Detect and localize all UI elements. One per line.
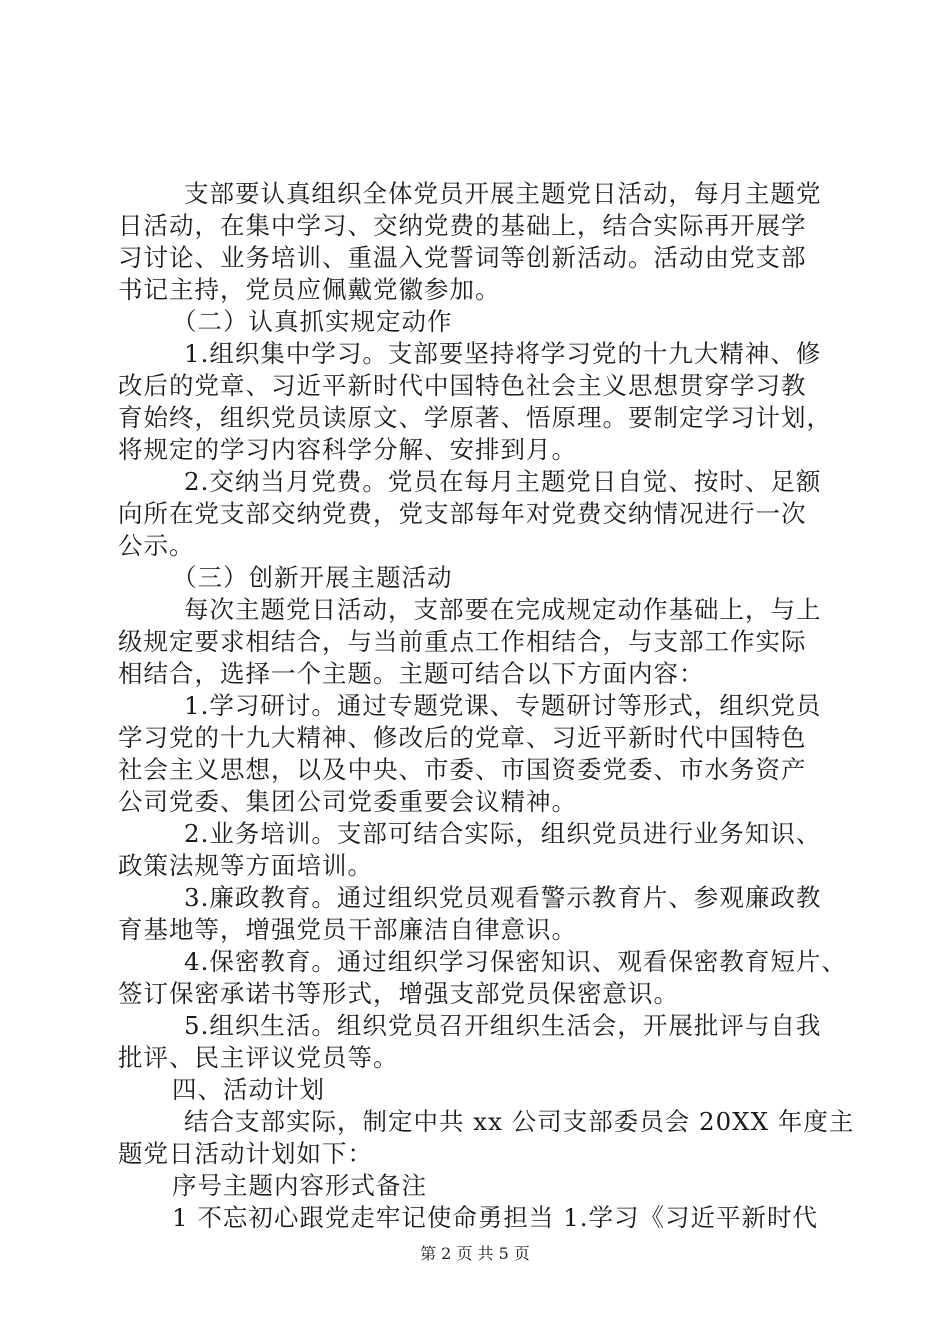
table-header-line: 序号主题内容形式备注 [172,1171,427,1200]
paragraph-line: 育始终，组织党员读原文、学原著、悟原理。要制定学习计划， [118,403,832,432]
paragraph-line: 2.业务培训。支部可结合实际，组织党员进行业务知识、 [184,819,822,848]
paragraph-line: 改后的党章、习近平新时代中国特色社会主义思想贯穿学习教 [118,371,807,400]
paragraph-line: 政策法规等方面培训。 [118,851,373,880]
paragraph-line: 题党日活动计划如下： [118,1139,373,1168]
paragraph-line: 结合支部实际，制定中共 xx 公司支部委员会 20XX 年度主 [184,1107,855,1136]
table-row-line: 1 不忘初心跟党走牢记使命勇担当 1.学习《习近平新时代 [172,1203,819,1232]
paragraph-line: 学习党的十九大精神、修改后的党章、习近平新时代中国特色 [118,723,807,752]
paragraph-line: 向所在党支部交纳党费，党支部每年对党费交纳情况进行一次 [118,499,807,528]
paragraph-line: 习讨论、业务培训、重温入党誓词等创新活动。活动由党支部 [118,243,807,272]
paragraph-line: 公司党委、集团公司党委重要会议精神。 [118,787,577,816]
section-heading: （三）创新开展主题活动 [172,563,453,592]
paragraph-line: 级规定要求相结合，与当前重点工作相结合，与支部工作实际 [118,627,807,656]
paragraph-line: 每次主题党日活动，支部要在完成规定动作基础上，与上 [184,595,822,624]
paragraph-line: 相结合，选择一个主题。主题可结合以下方面内容： [118,659,705,688]
paragraph-line: 3.廉政教育。通过组织党员观看警示教育片、参观廉政教 [184,883,822,912]
paragraph-line: 支部要认真组织全体党员开展主题党日活动，每月主题党 [184,179,822,208]
paragraph-line: 日活动，在集中学习、交纳党费的基础上，结合实际再开展学 [118,211,807,240]
paragraph-line: 5.组织生活。组织党员召开组织生活会，开展批评与自我 [184,1011,822,1040]
paragraph-line: 批评、民主评议党员等。 [118,1043,399,1072]
paragraph-line: 公示。 [118,531,195,560]
paragraph-line: 育基地等，增强党员干部廉洁自律意识。 [118,915,577,944]
page-footer: 第 2 页 共 5 页 [420,1244,530,1263]
paragraph-line: 1.学习研讨。通过专题党课、专题研讨等形式，组织党员 [184,691,822,720]
paragraph-line: 1.组织集中学习。支部要坚持将学习党的十九大精神、修 [184,339,822,368]
section-heading: （二）认真抓实规定动作 [172,307,453,336]
paragraph-line: 4.保密教育。通过组织学习保密知识、观看保密教育短片、 [184,947,847,976]
paragraph-line: 书记主持，党员应佩戴党徽参加。 [118,275,501,304]
section-heading: 四、活动计划 [172,1075,325,1104]
paragraph-line: 2.交纳当月党费。党员在每月主题党日自觉、按时、足额 [184,467,822,496]
paragraph-line: 社会主义思想，以及中央、市委、市国资委党委、市水务资产 [118,755,807,784]
paragraph-line: 签订保密承诺书等形式，增强支部党员保密意识。 [118,979,679,1008]
paragraph-line: 将规定的学习内容科学分解、安排到月。 [118,435,577,464]
